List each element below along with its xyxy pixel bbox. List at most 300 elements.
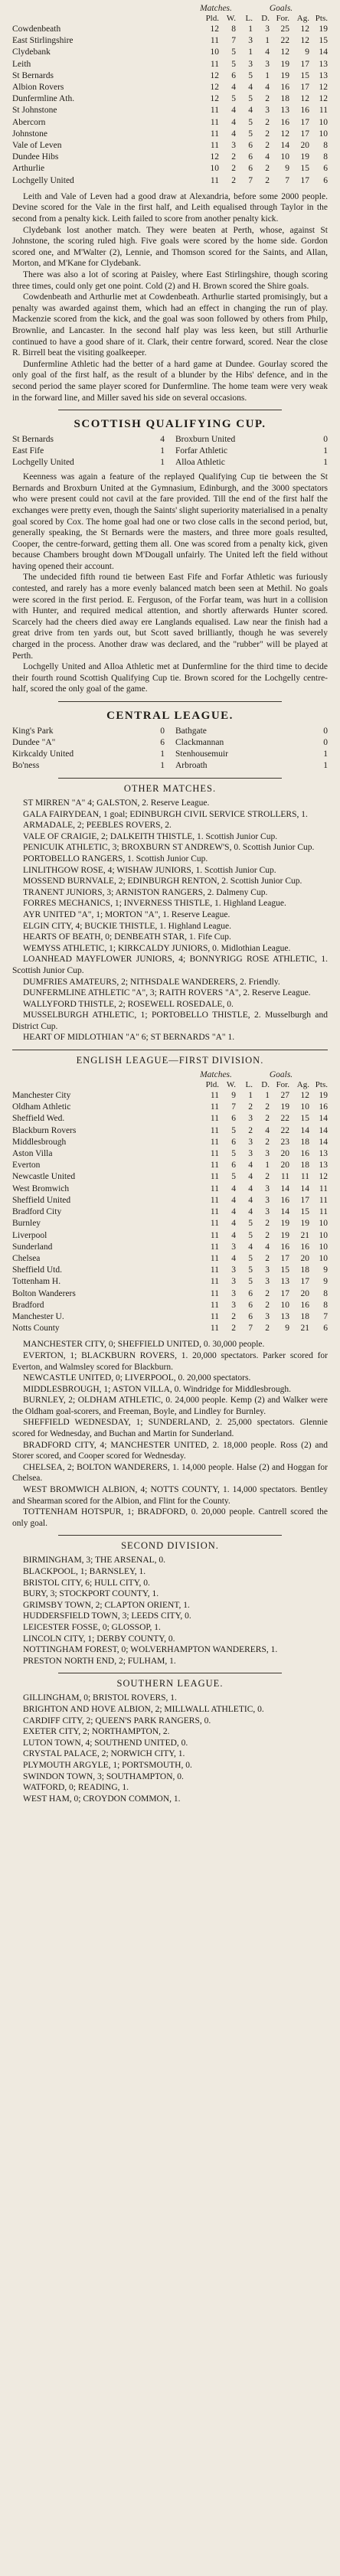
table-cell: 2 bbox=[265, 129, 270, 139]
table-cell: 14 bbox=[319, 47, 328, 57]
col-header: L. bbox=[245, 1080, 253, 1090]
report-paragraph: The undecided fifth round tie between East Fife and Forfar Athletic was furiously contested, and rarely has a more evenly balanced match been seen at Methil. No goals were scored in the first period. E. Ferguson, of the Forfar team, was hurt in a collision with Hunter, and required medical attention, and shortly afterwards Hunter scored. Scarcely had the cheers died away ere Langlands equalised. Law near the finish had a great drive from ten yards out, but Scott saved brilliantly, though he was severely charged in the process. Another draw was declared, and the "rubber" will be played at Perth. bbox=[12, 573, 328, 661]
team-name: Everton bbox=[12, 1161, 41, 1170]
matches-header: Matches. bbox=[200, 1070, 232, 1080]
table-row bbox=[12, 35, 328, 47]
table-cell: 5 bbox=[248, 1253, 253, 1263]
result-row bbox=[12, 434, 328, 446]
table-cell: 5 bbox=[231, 59, 236, 69]
report-paragraph: WEST BROMWICH ALBION, 4; NOTTS COUNTY, 1. 14,000 spectators. Bentley and Shearman scored for the Albion, and Flint for the County. bbox=[12, 1485, 328, 1506]
report-paragraph: BRADFORD CITY, 4; MANCHESTER UNITED, 2. 18,000 people. Ross (2) and Storer scored, and Cooper scored for Wednesday. bbox=[12, 1440, 328, 1461]
qualifying-cup-reports bbox=[12, 472, 328, 695]
table-cell: 16 bbox=[280, 83, 289, 93]
table-cell: 8 bbox=[323, 1288, 328, 1298]
table-row bbox=[12, 1288, 328, 1300]
table-cell: 9 bbox=[231, 1091, 236, 1101]
table-cell: 11 bbox=[210, 1195, 219, 1205]
table-cell: 5 bbox=[248, 1277, 253, 1287]
table-cell: 19 bbox=[280, 70, 289, 80]
table-cell: 7 bbox=[285, 175, 289, 185]
table-cell: 6 bbox=[248, 1288, 253, 1298]
report-paragraph: BRISTOL CITY, 6; HULL CITY, 0. bbox=[23, 1578, 150, 1588]
report-paragraph: Clydebank lost another match. They were beaten at Perth, whose, against St Johnstone, the scoring ruled high. Five goals were scored by the home side. Gordon scored one, and M'Walter (2), Lennie, and Thomson scored for the Saints, and Allan, Morton, and M'Kane for Clydebank. bbox=[12, 225, 328, 269]
table-cell: 10 bbox=[319, 1253, 328, 1263]
goals-header: Goals. bbox=[269, 4, 293, 13]
table-cell: 2 bbox=[265, 1137, 270, 1147]
table-cell: 3 bbox=[231, 141, 236, 151]
away-team: Arbroath bbox=[175, 761, 208, 770]
away-score: 1 bbox=[323, 446, 328, 456]
table-cell: 12 bbox=[210, 70, 219, 80]
table-cell: 3 bbox=[265, 1311, 270, 1321]
table-cell: 17 bbox=[300, 83, 309, 93]
result-row bbox=[12, 760, 328, 772]
team-name: Newcastle United bbox=[12, 1172, 76, 1182]
team-name: Middlesbrough bbox=[12, 1137, 67, 1147]
team-name: Blackburn Rovers bbox=[12, 1125, 77, 1135]
table-cell: 4 bbox=[231, 1195, 236, 1205]
team-name: Sheffield Utd. bbox=[12, 1265, 62, 1275]
table-cell: 3 bbox=[231, 1242, 236, 1252]
table-cell: 17 bbox=[300, 1277, 309, 1287]
table-cell: 12 bbox=[300, 94, 309, 104]
table-cell: 11 bbox=[319, 1207, 328, 1217]
table-cell: 2 bbox=[265, 1300, 270, 1310]
report-paragraph: EVERTON, 1; BLACKBURN ROVERS, 1. 20,000 spectators. Parker scored for Everton, and Walmsley scored for Blackburn. bbox=[12, 1350, 328, 1372]
report-paragraph: PLYMOUTH ARGYLE, 1; PORTSMOUTH, 0. bbox=[23, 1760, 192, 1770]
report-paragraph: ST MIRREN "A" 4; GALSTON, 2. Reserve League. bbox=[23, 798, 210, 808]
report-paragraph: PORTOBELLO RANGERS, 1. Scottish Junior Cup. bbox=[23, 854, 208, 864]
table-row bbox=[12, 59, 328, 70]
table-cell: 2 bbox=[248, 1125, 253, 1135]
report-paragraph: HEARTS OF BEATH, 0; DENBEATH STAR, 1. Fife Cup. bbox=[23, 932, 231, 942]
team-name: St Bernards bbox=[12, 70, 54, 80]
report-paragraph: LINCOLN CITY, 1; DERBY COUNTY, 0. bbox=[23, 1634, 175, 1644]
report-paragraph: DUNFERMLINE ATHLETIC "A", 3; RAITH ROVERS "A", 2. Reserve League. bbox=[23, 988, 311, 998]
col-header: W. bbox=[226, 14, 236, 23]
table-cell: 20 bbox=[300, 1253, 309, 1263]
table-cell: 19 bbox=[280, 1230, 289, 1240]
table-cell: 19 bbox=[300, 1219, 309, 1229]
table-cell: 8 bbox=[231, 24, 236, 34]
table-cell: 7 bbox=[231, 1102, 236, 1112]
table-cell: 13 bbox=[319, 59, 328, 69]
table-cell: 9 bbox=[323, 1265, 328, 1275]
team-name: Aston Villa bbox=[12, 1149, 53, 1159]
report-paragraph: TRANENT JUNIORS, 3; ARNISTON RANGERS, 2. Dalmeny Cup. bbox=[23, 887, 268, 897]
table-cell: 14 bbox=[280, 1207, 289, 1217]
table-cell: 7 bbox=[248, 1324, 253, 1334]
table-row bbox=[12, 1276, 328, 1288]
table-cell: 5 bbox=[248, 94, 253, 104]
table-cell: 1 bbox=[248, 24, 253, 34]
table-cell: 7 bbox=[248, 175, 253, 185]
table-cell: 11 bbox=[210, 1324, 219, 1334]
table-cell: 19 bbox=[280, 1102, 289, 1112]
table-cell: 2 bbox=[231, 175, 236, 185]
table-cell: 2 bbox=[265, 1114, 270, 1124]
table-cell: 3 bbox=[265, 106, 270, 116]
table-cell: 2 bbox=[231, 164, 236, 174]
report-paragraph: DUMFRIES AMATEURS, 2; NITHSDALE WANDERERS, 2. Friendly. bbox=[23, 977, 280, 987]
table-cell: 4 bbox=[265, 1242, 270, 1252]
table-cell: 3 bbox=[231, 1265, 236, 1275]
away-score: 1 bbox=[323, 458, 328, 468]
report-paragraph: CHELSEA, 2; BOLTON WANDERERS, 1. 14,000 people. Halse (2) and Hoggan for Chelsea. bbox=[12, 1462, 328, 1484]
table-row bbox=[12, 1242, 328, 1253]
report-paragraph: Dunfermline Athletic had the better of a hard game at Dundee. Gourlay scored the only goal of the first half, as the result of a blunder by the Hibs' defence, and in the second period the same player scored for Dunfermline. The home team were very weak in the forward line, and Miller saved his side on several occasions. bbox=[12, 359, 328, 403]
second-division-list bbox=[12, 1555, 328, 1667]
table-cell: 16 bbox=[280, 1195, 289, 1205]
table-cell: 2 bbox=[231, 1324, 236, 1334]
table-cell: 12 bbox=[210, 94, 219, 104]
table-row bbox=[12, 93, 328, 105]
table-row bbox=[12, 1148, 328, 1160]
away-score: 1 bbox=[323, 749, 328, 759]
central-league-title: CENTRAL LEAGUE. bbox=[106, 710, 234, 722]
table-cell: 17 bbox=[300, 175, 309, 185]
table-cell: 4 bbox=[248, 1195, 253, 1205]
table-cell: 7 bbox=[231, 36, 236, 46]
table-cell: 10 bbox=[300, 1102, 309, 1112]
table-cell: 11 bbox=[210, 59, 219, 69]
table-cell: 13 bbox=[319, 70, 328, 80]
table-cell: 1 bbox=[265, 1091, 270, 1101]
table-cell: 17 bbox=[300, 1195, 309, 1205]
table-cell: 17 bbox=[280, 1253, 289, 1263]
table-cell: 3 bbox=[265, 24, 270, 34]
table-row bbox=[12, 24, 328, 35]
report-paragraph: GRIMSBY TOWN, 2; CLAPTON ORIENT, 1. bbox=[23, 1600, 190, 1610]
table-cell: 5 bbox=[231, 1149, 236, 1159]
table-cell: 18 bbox=[300, 1265, 309, 1275]
table-cell: 1 bbox=[265, 70, 270, 80]
scottish-match-reports bbox=[12, 191, 328, 403]
table-row bbox=[12, 140, 328, 152]
table-row bbox=[12, 129, 328, 140]
southern-league-title: SOUTHERN LEAGUE. bbox=[116, 1678, 224, 1690]
table-body bbox=[12, 1090, 328, 1334]
report-paragraph: MANCHESTER CITY, 0; SHEFFIELD UNITED, 0. 30,000 people. bbox=[23, 1340, 265, 1350]
table-cell: 9 bbox=[323, 1277, 328, 1287]
table-row bbox=[12, 1323, 328, 1334]
team-name: Oldham Athletic bbox=[12, 1102, 71, 1112]
table-cell: 11 bbox=[210, 1102, 219, 1112]
team-name: Leith bbox=[12, 59, 31, 69]
table-cell: 12 bbox=[300, 1091, 309, 1101]
table-cell: 4 bbox=[231, 1253, 236, 1263]
table-cell: 10 bbox=[280, 152, 289, 162]
table-cell: 14 bbox=[280, 1184, 289, 1193]
report-paragraph: WEST HAM, 0; CROYDON COMMON, 1. bbox=[23, 1794, 181, 1804]
table-row bbox=[12, 1230, 328, 1242]
team-name: Abercorn bbox=[12, 117, 46, 127]
report-paragraph: SHEFFIELD WEDNESDAY, 1; SUNDERLAND, 2. 25,000 spectators. Glennie scored for Wednesday, and Buchan and Martin for Sunderland. bbox=[12, 1418, 328, 1439]
team-name: Chelsea bbox=[12, 1253, 41, 1263]
table-cell: 3 bbox=[265, 1184, 270, 1193]
table-cell: 10 bbox=[319, 129, 328, 139]
table-cell: 2 bbox=[265, 1172, 270, 1182]
table-row bbox=[12, 152, 328, 163]
table-row bbox=[12, 163, 328, 175]
table-cell: 19 bbox=[319, 24, 328, 34]
table-cell: 2 bbox=[265, 1219, 270, 1229]
report-paragraph: Cowdenbeath and Arthurlie met at Cowdenbeath. Arthurlie started promisingly, but a penalty was awarded against them, which had an effect in changing the run of play. Mackenzie scored from the kick, and the goal was soon followed by others from Philp, Brownlie, and Lancaster. In the second half play was less keen, but still Arthurlie continued to have a good share of it. Clark, their centre forward, scored. Near the close R. Birrell beat the visiting goalkeeper. bbox=[12, 292, 328, 358]
table-cell: 4 bbox=[231, 1230, 236, 1240]
table-cell: 12 bbox=[319, 94, 328, 104]
table-cell: 3 bbox=[248, 36, 253, 46]
divider bbox=[58, 701, 282, 702]
table-cell: 15 bbox=[280, 1265, 289, 1275]
table-cell: 4 bbox=[248, 1161, 253, 1170]
table-cell: 4 bbox=[265, 152, 270, 162]
table-cell: 5 bbox=[248, 129, 253, 139]
table-cell: 16 bbox=[300, 1242, 309, 1252]
table-cell: 21 bbox=[300, 1230, 309, 1240]
table-cell: 21 bbox=[300, 1324, 309, 1334]
table-cell: 4 bbox=[231, 117, 236, 127]
table-cell: 17 bbox=[280, 1288, 289, 1298]
away-team: Broxburn United bbox=[175, 435, 236, 445]
home-score: 1 bbox=[160, 761, 165, 770]
table-cell: 5 bbox=[231, 94, 236, 104]
col-header: Ag. bbox=[296, 14, 309, 23]
table-cell: 14 bbox=[319, 1114, 328, 1124]
table-cell: 11 bbox=[210, 175, 219, 185]
report-paragraph: NEWCASTLE UNITED, 0; LIVERPOOL, 0. 20,000 spectators. bbox=[23, 1373, 251, 1383]
table-cell: 2 bbox=[265, 1102, 270, 1112]
table-cell: 4 bbox=[248, 106, 253, 116]
table-cell: 6 bbox=[231, 1137, 236, 1147]
report-paragraph: BRIGHTON AND HOVE ALBION, 2; MILLWALL ATHLETIC, 0. bbox=[23, 1704, 264, 1714]
report-paragraph: LEICESTER FOSSE, 0; GLOSSOP, 1. bbox=[23, 1622, 161, 1632]
home-team: Bo'ness bbox=[12, 761, 40, 770]
table-cell: 2 bbox=[265, 175, 270, 185]
table-row bbox=[12, 82, 328, 93]
report-paragraph: ARMADALE, 2; PEEBLES ROVERS, 2. bbox=[23, 821, 172, 831]
table-cell: 17 bbox=[300, 129, 309, 139]
table-cell: 16 bbox=[280, 1242, 289, 1252]
divider bbox=[58, 1535, 282, 1536]
table-cell: 11 bbox=[210, 1253, 219, 1263]
table-cell: 11 bbox=[319, 106, 328, 116]
table-cell: 11 bbox=[300, 1172, 309, 1182]
home-team: Dundee "A" bbox=[12, 738, 56, 747]
report-paragraph: FORRES MECHANICS, 1; INVERNESS THISTLE, 1. Highland League. bbox=[23, 899, 286, 909]
team-name: Sheffield Wed. bbox=[12, 1114, 65, 1124]
report-paragraph: GILLINGHAM, 0; BRISTOL ROVERS, 1. bbox=[23, 1693, 177, 1703]
team-name: Dunfermline Ath. bbox=[12, 94, 75, 104]
table-cell: 4 bbox=[231, 83, 236, 93]
col-header: W. bbox=[226, 1080, 236, 1090]
table-row bbox=[12, 1253, 328, 1265]
table-cell: 19 bbox=[280, 1219, 289, 1229]
table-cell: 5 bbox=[248, 117, 253, 127]
col-header: D. bbox=[261, 14, 270, 23]
table-cell: 11 bbox=[210, 1277, 219, 1287]
table-cell: 2 bbox=[265, 94, 270, 104]
report-paragraph: SWINDON TOWN, 3; SOUTHAMPTON, 0. bbox=[23, 1771, 184, 1781]
table-cell: 10 bbox=[319, 117, 328, 127]
home-score: 0 bbox=[160, 726, 165, 736]
col-header: For. bbox=[276, 14, 289, 23]
table-group-header bbox=[12, 1069, 328, 1080]
table-cell: 11 bbox=[210, 1311, 219, 1321]
table-cell: 11 bbox=[210, 1230, 219, 1240]
table-cell: 18 bbox=[280, 94, 289, 104]
away-team: Bathgate bbox=[175, 726, 207, 736]
team-name: Bradford bbox=[12, 1300, 44, 1310]
table-row bbox=[12, 175, 328, 187]
home-score: 4 bbox=[160, 435, 165, 445]
home-team: Lochgelly United bbox=[12, 458, 74, 468]
table-cell: 4 bbox=[231, 129, 236, 139]
table-cell: 1 bbox=[248, 47, 253, 57]
qualifying-cup-results bbox=[12, 434, 328, 469]
col-header: D. bbox=[261, 1080, 270, 1090]
table-cell: 18 bbox=[300, 1161, 309, 1170]
table-cell: 8 bbox=[323, 1300, 328, 1310]
team-name: Cowdenbeath bbox=[12, 24, 61, 34]
table-cell: 6 bbox=[248, 152, 253, 162]
report-paragraph: CARDIFF CITY, 2; QUEEN'S PARK RANGERS, 0. bbox=[23, 1716, 211, 1725]
other-matches-list bbox=[12, 798, 328, 1043]
away-team: Forfar Athletic bbox=[175, 446, 228, 456]
home-score: 6 bbox=[160, 738, 165, 747]
table-cell: 11 bbox=[210, 1161, 219, 1170]
table-cell: 4 bbox=[231, 106, 236, 116]
result-row bbox=[12, 749, 328, 760]
report-paragraph: CRYSTAL PALACE, 2; NORWICH CITY, 1. bbox=[23, 1749, 185, 1759]
table-cell: 15 bbox=[300, 1207, 309, 1217]
table-cell: 7 bbox=[323, 1311, 328, 1321]
table-cell: 11 bbox=[210, 1125, 219, 1135]
divider bbox=[58, 778, 282, 779]
result-row bbox=[12, 737, 328, 749]
southern-league-list bbox=[12, 1693, 328, 1804]
table-cell: 15 bbox=[300, 70, 309, 80]
table-row bbox=[12, 1265, 328, 1276]
table-cell: 5 bbox=[248, 1230, 253, 1240]
second-division-title: SECOND DIVISION. bbox=[121, 1540, 219, 1552]
table-cell: 3 bbox=[248, 59, 253, 69]
qualifying-cup-title: SCOTTISH QUALIFYING CUP. bbox=[74, 418, 266, 431]
table-cell: 19 bbox=[280, 59, 289, 69]
table-cell: 5 bbox=[231, 47, 236, 57]
table-cell: 4 bbox=[231, 1184, 236, 1193]
report-paragraph: BURY, 3; STOCKPORT COUNTY, 1. bbox=[23, 1589, 159, 1599]
table-cell: 2 bbox=[265, 164, 270, 174]
table-cell: 11 bbox=[210, 1149, 219, 1159]
table-cell: 12 bbox=[300, 24, 309, 34]
team-name: Johnstone bbox=[12, 129, 47, 139]
table-row bbox=[12, 1184, 328, 1195]
table-cell: 12 bbox=[300, 36, 309, 46]
table-row bbox=[12, 117, 328, 129]
home-team: Kirkcaldy United bbox=[12, 749, 74, 759]
team-name: Sunderland bbox=[12, 1242, 53, 1252]
table-cell: 6 bbox=[248, 164, 253, 174]
team-name: Albion Rovers bbox=[12, 83, 64, 93]
table-cell: 16 bbox=[280, 117, 289, 127]
table-cell: 20 bbox=[300, 1288, 309, 1298]
table-cell: 4 bbox=[248, 1207, 253, 1217]
table-cell: 15 bbox=[319, 36, 328, 46]
other-matches-title: OTHER MATCHES. bbox=[123, 783, 217, 794]
table-row bbox=[12, 1137, 328, 1148]
table-cell: 10 bbox=[319, 1230, 328, 1240]
team-name: Tottenham H. bbox=[12, 1277, 61, 1287]
table-cell: 6 bbox=[323, 164, 328, 174]
table-row bbox=[12, 1160, 328, 1171]
team-name: East Stirlingshire bbox=[12, 36, 74, 46]
table-cell: 16 bbox=[300, 106, 309, 116]
table-cell: 2 bbox=[265, 117, 270, 127]
table-cell: 4 bbox=[248, 1172, 253, 1182]
table-cell: 5 bbox=[231, 1172, 236, 1182]
table-cell: 13 bbox=[280, 1277, 289, 1287]
table-group-header bbox=[12, 3, 328, 14]
table-cell: 4 bbox=[231, 1207, 236, 1217]
report-paragraph: MUSSELBURGH ATHLETIC, 1; PORTOBELLO THISTLE, 2. Musselburgh and District Cup. bbox=[12, 1010, 328, 1031]
col-header: For. bbox=[276, 1080, 289, 1090]
team-name: Clydebank bbox=[12, 47, 51, 57]
report-paragraph: BLACKPOOL, 1; BARNSLEY, 1. bbox=[23, 1567, 146, 1577]
table-cell: 11 bbox=[210, 1300, 219, 1310]
table-cell: 4 bbox=[231, 1219, 236, 1229]
table-cell: 17 bbox=[300, 59, 309, 69]
table-cell: 6 bbox=[231, 1161, 236, 1170]
table-row bbox=[12, 1311, 328, 1323]
english-league-title: ENGLISH LEAGUE—FIRST DIVISION. bbox=[76, 1055, 264, 1066]
report-paragraph: WATFORD, 0; READING, 1. bbox=[23, 1783, 129, 1793]
goals-header: Goals. bbox=[269, 1070, 293, 1080]
table-cell: 10 bbox=[280, 1300, 289, 1310]
table-cell: 13 bbox=[319, 1149, 328, 1159]
team-name: Lochgelly United bbox=[12, 175, 74, 185]
team-name: Vale of Leven bbox=[12, 141, 62, 151]
table-cell: 22 bbox=[280, 36, 289, 46]
table-cell: 12 bbox=[280, 129, 289, 139]
report-paragraph: MIDDLESBROUGH, 1; ASTON VILLA, 0. Windridge for Middlesbrough. bbox=[23, 1384, 291, 1394]
report-paragraph: AYR UNITED "A", 1; MORTON "A", 1. Reserve League. bbox=[23, 909, 230, 919]
table-cell: 4 bbox=[265, 1125, 270, 1135]
table-cell: 18 bbox=[300, 1137, 309, 1147]
table-cell: 2 bbox=[265, 1324, 270, 1334]
table-cell: 11 bbox=[210, 117, 219, 127]
report-paragraph: HEART OF MIDLOTHIAN "A" 6; ST BERNARDS "A" 1. bbox=[23, 1033, 235, 1043]
home-team: St Bernards bbox=[12, 435, 54, 445]
table-cell: 6 bbox=[323, 1324, 328, 1334]
table-cell: 3 bbox=[265, 1265, 270, 1275]
away-team: Alloa Athletic bbox=[175, 458, 225, 468]
table-cell: 11 bbox=[210, 1207, 219, 1217]
table-cell: 8 bbox=[323, 141, 328, 151]
table-cell: 14 bbox=[319, 1125, 328, 1135]
table-cell: 19 bbox=[300, 152, 309, 162]
table-cell: 3 bbox=[248, 1149, 253, 1159]
table-cell: 11 bbox=[319, 1195, 328, 1205]
report-paragraph: WEMYSS ATHLETIC, 1; KIRKCALDY JUNIORS, 0. Midlothian League. bbox=[23, 943, 291, 953]
table-cell: 4 bbox=[265, 47, 270, 57]
away-team: Clackmannan bbox=[175, 738, 224, 747]
table-cell: 11 bbox=[210, 1091, 219, 1101]
table-cell: 3 bbox=[248, 1114, 253, 1124]
table-row bbox=[12, 105, 328, 116]
col-header: Pts. bbox=[315, 1080, 328, 1090]
table-cell: 6 bbox=[231, 1114, 236, 1124]
report-paragraph: GALA FAIRYDEAN, 1 goal; EDINBURGH CIVIL SERVICE STROLLERS, 1. bbox=[23, 809, 308, 819]
